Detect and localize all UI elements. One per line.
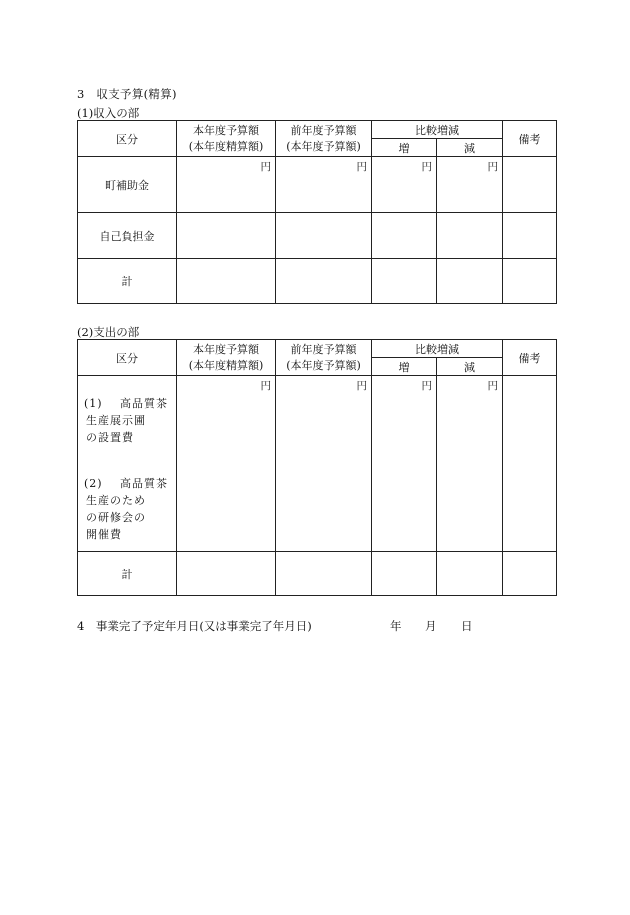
table-row	[78, 259, 557, 304]
header-category: 区分	[78, 340, 177, 376]
row-label: 計	[78, 259, 177, 304]
header-this-year	[177, 340, 276, 376]
amount-cell	[276, 259, 372, 304]
amount-cell	[276, 213, 372, 259]
unit-label: 円	[276, 157, 372, 213]
amount-cell	[276, 552, 372, 596]
table-row	[78, 157, 557, 213]
header-this-year-line2: (本年度精算額)	[188, 139, 264, 153]
unit-label: 円	[437, 376, 503, 552]
item-text-line: 高品質茶	[120, 477, 168, 490]
unit-label: 円	[177, 157, 276, 213]
expense-table	[77, 339, 557, 596]
expense-items-cell	[78, 376, 177, 552]
day-label: 日	[461, 619, 473, 633]
row-label: 計	[78, 552, 177, 596]
amount-cell	[177, 259, 276, 304]
expense-item-1	[78, 395, 176, 446]
header-prev-year	[276, 121, 372, 157]
header-prev-year-line1: 前年度予算額	[290, 342, 357, 356]
month-label: 月	[425, 619, 437, 633]
header-prev-year-line2: (本年度予算額)	[286, 358, 361, 372]
item-text-line: 高品質茶	[120, 397, 168, 410]
income-table	[77, 120, 557, 304]
unit-label: 円	[437, 157, 503, 213]
item-text-line: 生産展示圃	[86, 414, 146, 427]
unit-label: 円	[372, 157, 437, 213]
amount-cell	[372, 259, 437, 304]
table-row	[78, 213, 557, 259]
completion-date-label: 4 事業完了予定年月日(又は事業完了年月日)	[77, 619, 312, 633]
header-increase: 増	[372, 139, 437, 157]
unit-label: 円	[372, 376, 437, 552]
item-text-line: の設置費	[86, 431, 134, 444]
unit-label: 円	[276, 376, 372, 552]
row-label: 自己負担金	[78, 213, 177, 259]
table-row	[78, 552, 557, 596]
item-number: (2)	[84, 477, 103, 490]
header-compare: 比較増減	[372, 121, 503, 139]
remarks-cell	[503, 552, 557, 596]
income-section-title: (1)収入の部	[77, 106, 140, 120]
header-this-year	[177, 121, 276, 157]
item-text-line: 生産のため	[86, 494, 146, 507]
amount-cell	[437, 552, 503, 596]
amount-cell	[177, 552, 276, 596]
year-label: 年	[390, 619, 402, 633]
header-increase: 増	[372, 358, 437, 376]
amount-cell	[177, 213, 276, 259]
remarks-cell	[503, 213, 557, 259]
remarks-cell	[503, 157, 557, 213]
expense-item-2	[78, 475, 176, 543]
header-this-year-line1: 本年度予算額	[193, 342, 259, 356]
header-remarks: 備考	[503, 340, 557, 376]
unit-label: 円	[177, 376, 276, 552]
remarks-cell	[503, 376, 557, 552]
header-category: 区分	[78, 121, 177, 157]
table-row	[78, 376, 557, 552]
header-decrease: 減	[437, 139, 503, 157]
expense-section-title: (2)支出の部	[77, 325, 140, 339]
header-compare: 比較増減	[372, 340, 503, 358]
item-text-line: 開催費	[86, 528, 122, 541]
header-prev-year-line2: (本年度予算額)	[286, 139, 361, 153]
header-prev-year-line1: 前年度予算額	[290, 123, 357, 137]
item-number: (1)	[84, 397, 103, 410]
row-label: 町補助金	[78, 157, 177, 213]
item-text-line: の研修会の	[86, 511, 146, 524]
amount-cell	[437, 259, 503, 304]
amount-cell	[437, 213, 503, 259]
section3-title: 3 収支予算(精算)	[77, 87, 177, 101]
header-prev-year	[276, 340, 372, 376]
header-remarks: 備考	[503, 121, 557, 157]
amount-cell	[372, 552, 437, 596]
remarks-cell	[503, 259, 557, 304]
header-this-year-line1: 本年度予算額	[193, 123, 259, 137]
header-this-year-line2: (本年度精算額)	[188, 358, 264, 372]
header-decrease: 減	[437, 358, 503, 376]
amount-cell	[372, 213, 437, 259]
